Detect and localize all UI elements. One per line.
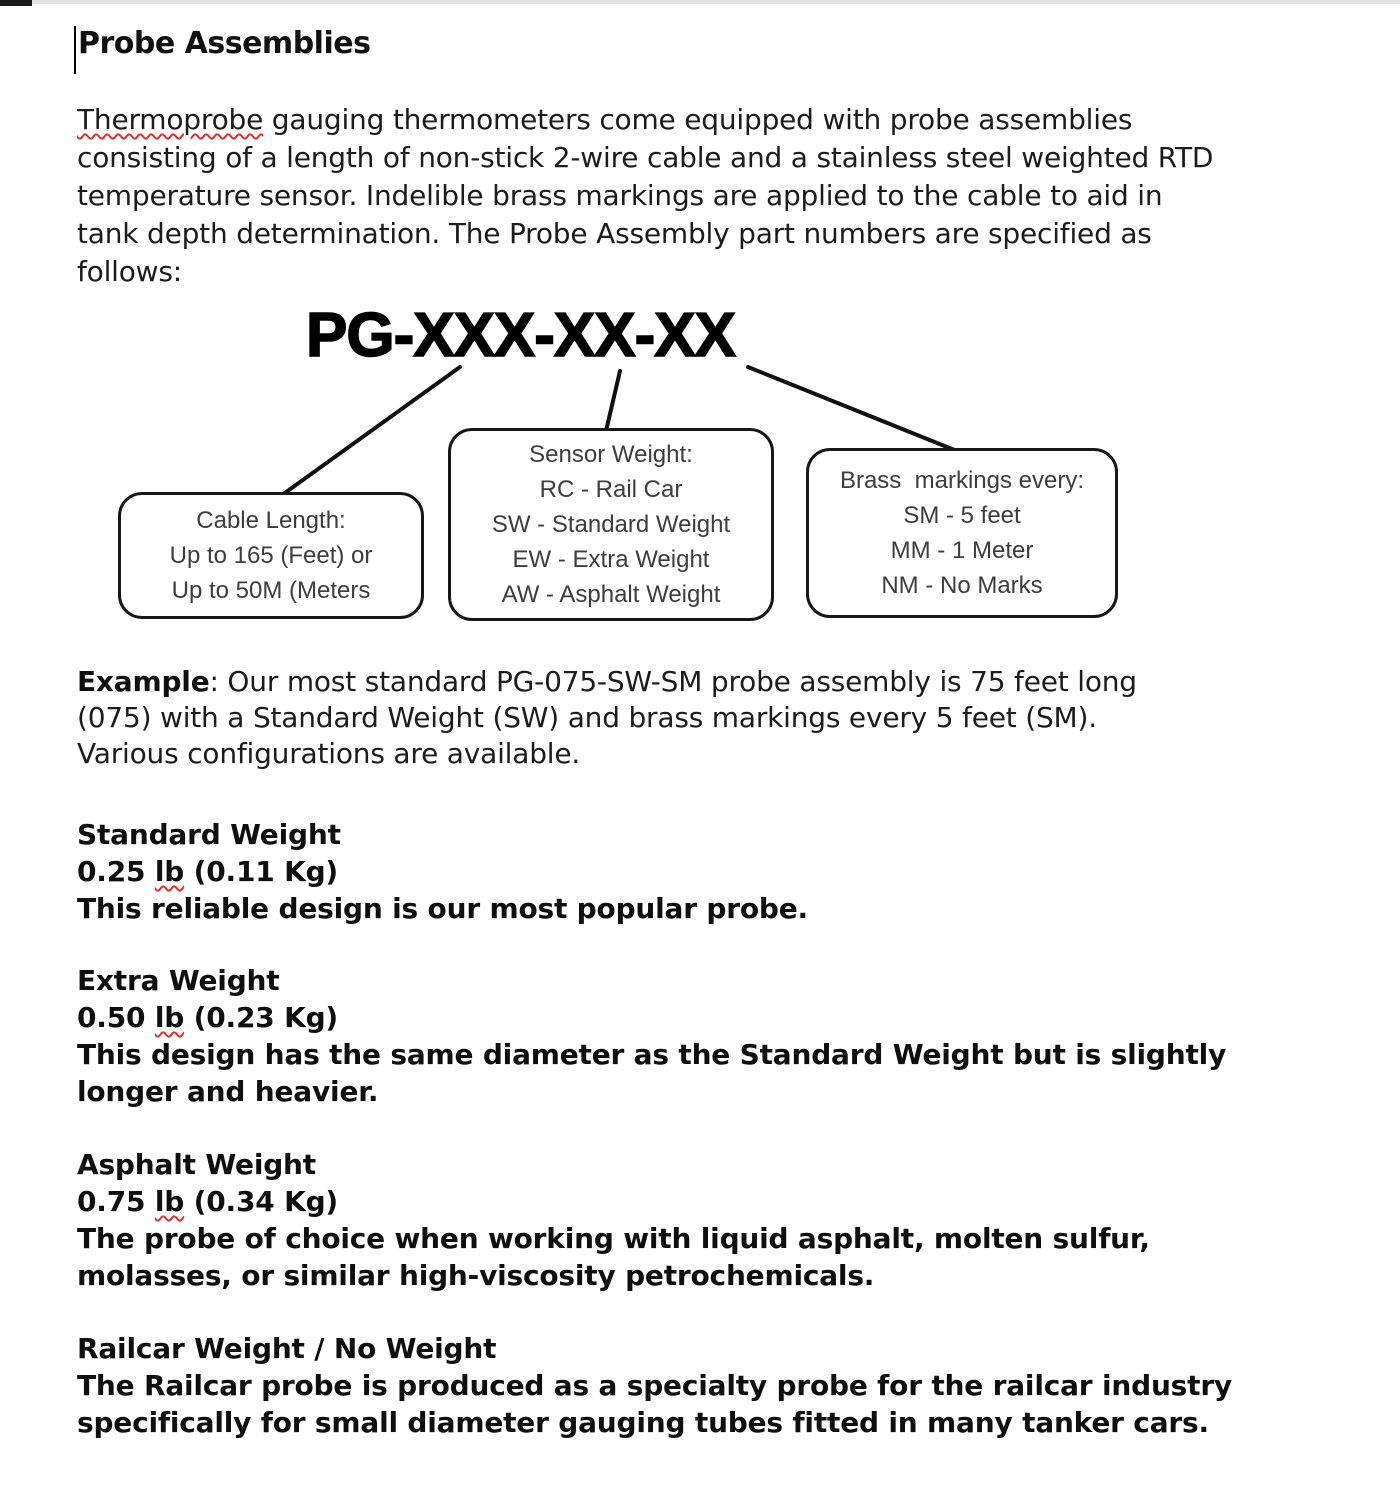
section-weight-line: 0.50 lb (0.23 Kg) (77, 1001, 339, 1034)
callout-brass-markings (806, 448, 1118, 618)
section-weight-line: 0.25 lb (0.11 Kg) (77, 855, 339, 888)
section-railcar-weight (77, 1330, 1232, 1441)
callout-line: Up to 50M (Meters (171, 577, 371, 604)
callout-line: Cable Length: (196, 507, 346, 534)
intro-line: Thermoprobe gauging thermometers come equipped with probe assemblies (77, 103, 1133, 136)
section-heading: Extra Weight (77, 964, 280, 997)
callout-line: Up to 165 (Feet) or (169, 542, 373, 569)
section-description-line: longer and heavier. (77, 1075, 379, 1108)
section-description-line: This reliable design is our most popular probe. (77, 892, 808, 925)
callout-line: Brass markings every: (839, 467, 1085, 494)
intro-paragraph (77, 101, 1213, 291)
example-line: Various configurations are available. (77, 737, 581, 770)
callout-cable-length (118, 492, 424, 619)
intro-line: tank depth determination. The Probe Assembly part numbers are specified as (77, 217, 1152, 250)
section-description-line: specifically for small diameter gauging tubes fitted in many tanker cars. (77, 1406, 1209, 1439)
misspelled-word: lb (154, 1001, 185, 1034)
callout-line: NM - No Marks (881, 572, 1043, 599)
callout-line: EW - Extra Weight (512, 546, 710, 573)
part-number-title: PG-XXX-XX-XX (306, 301, 735, 370)
section-description-line: molasses, or similar high-viscosity petrochemicals. (77, 1259, 875, 1292)
section-heading: Asphalt Weight (77, 1148, 316, 1181)
callout-line: MM - 1 Meter (890, 537, 1034, 564)
section-standard-weight (77, 816, 808, 927)
section-weight-line: 0.75 lb (0.34 Kg) (77, 1185, 339, 1218)
example-label: Example (77, 665, 210, 698)
misspelled-word: Thermoprobe (77, 103, 264, 136)
example-line: Example: Our most standard PG-075-SW-SM probe assembly is 75 feet long (77, 665, 1137, 698)
window-top-edge-corner (0, 0, 32, 6)
intro-line: follows: (77, 255, 182, 288)
section-description-line: The probe of choice when working with liquid asphalt, molten sulfur, (77, 1222, 1150, 1255)
text-caret (74, 26, 76, 74)
connector-line-cable (282, 367, 460, 495)
section-description-line: The Railcar probe is produced as a specialty probe for the railcar industry (77, 1369, 1232, 1402)
page-title: Probe Assemblies (78, 26, 371, 61)
section-heading: Standard Weight (77, 818, 341, 851)
section-extra-weight (77, 962, 1226, 1110)
intro-line: consisting of a length of non-stick 2-wire cable and a stainless steel weighted RTD (77, 141, 1214, 174)
section-asphalt-weight (77, 1146, 1150, 1294)
misspelled-word: lb (154, 855, 185, 888)
section-heading: Railcar Weight / No Weight (77, 1332, 497, 1365)
callout-line: SM - 5 feet (903, 502, 1021, 529)
section-description-line: This design has the same diameter as the Standard Weight but is slightly (77, 1038, 1227, 1071)
connector-line-brass (748, 367, 957, 451)
intro-line: temperature sensor. Indelible brass markings are applied to the cable to aid in (77, 179, 1163, 212)
callout-line: RC - Rail Car (539, 476, 683, 503)
misspelled-word: lb (154, 1185, 185, 1218)
callout-line: SW - Standard Weight (491, 511, 731, 538)
callout-sensor-weight (448, 428, 774, 621)
callout-line: AW - Asphalt Weight (501, 581, 721, 608)
example-line: (075) with a Standard Weight (SW) and brass markings every 5 feet (SM). (77, 701, 1097, 734)
callout-line: Sensor Weight: (529, 441, 693, 468)
example-paragraph (77, 664, 1137, 772)
connector-line-sensor (606, 371, 620, 431)
window-top-edge (0, 0, 1400, 4)
